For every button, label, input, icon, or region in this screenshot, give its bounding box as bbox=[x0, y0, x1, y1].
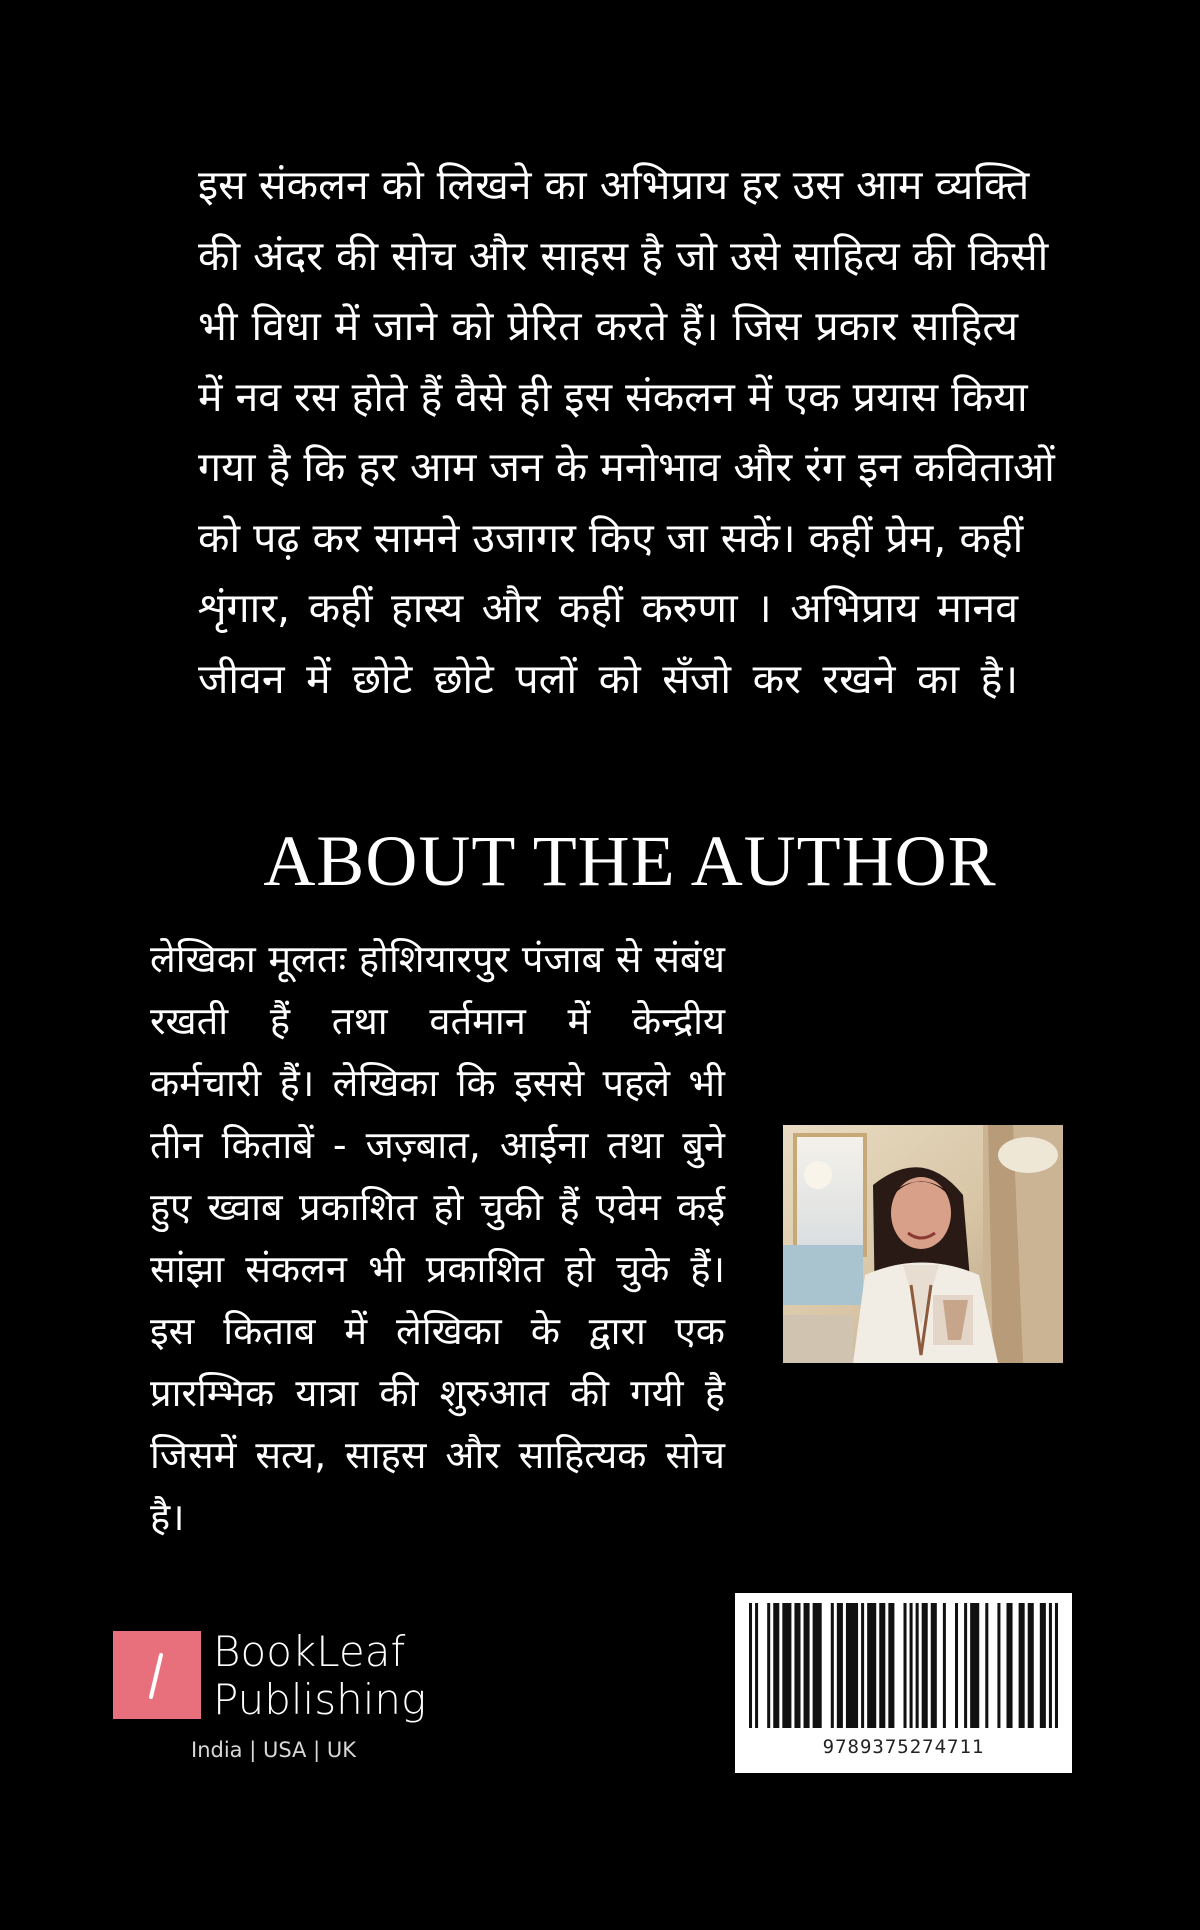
barcode-bar bbox=[985, 1603, 988, 1728]
barcode-bar bbox=[813, 1603, 822, 1728]
barcode-bars bbox=[735, 1593, 1072, 1733]
bio-line: जिसमें सत्य, साहस और साहित्यक सोच bbox=[150, 1433, 725, 1477]
bio-line: है। bbox=[150, 1495, 185, 1539]
publisher-regions: India | USA | UK bbox=[191, 1738, 356, 1762]
bio-line: कर्मचारी हैं। लेखिका कि इससे पहले भी bbox=[150, 1061, 725, 1105]
publisher-name-line2: Publishing bbox=[213, 1675, 427, 1724]
publisher-name-line1: BookLeaf bbox=[213, 1627, 406, 1676]
barcode-bar bbox=[970, 1603, 979, 1728]
about-author-heading: ABOUT THE AUTHOR bbox=[263, 821, 997, 901]
barcode-bar bbox=[867, 1603, 876, 1728]
isbn-barcode bbox=[735, 1593, 1072, 1773]
bookleaf-logo-icon bbox=[113, 1631, 201, 1719]
bio-line: रखती हैं तथा वर्तमान में केन्द्रीय bbox=[150, 999, 725, 1043]
barcode-bar bbox=[1040, 1603, 1046, 1728]
bio-line: तीन किताबें - जज़्बात, आईना तथा बुने bbox=[150, 1123, 725, 1167]
publisher-logo-block bbox=[113, 1628, 473, 1768]
blurb-text bbox=[198, 150, 1055, 714]
isbn-number: 9789375274711 bbox=[822, 1736, 985, 1758]
barcode-bar bbox=[1019, 1603, 1025, 1728]
blurb-line: भी विधा में जाने को प्रेरित करते हैं। जिस प्रकार साहित्य bbox=[198, 302, 1018, 350]
barcode-bar bbox=[861, 1603, 864, 1728]
blurb-line: को पढ़ कर सामने उजागर किए जा सकें। कहीं प्रेम, कहीं bbox=[198, 513, 1024, 562]
barcode-bar bbox=[916, 1603, 919, 1728]
bio-line: इस किताब में लेखिका के द्वारा एक bbox=[150, 1309, 725, 1353]
blurb-line: की अंदर की सोच और साहस है जो उसे साहित्य की किसी bbox=[198, 231, 1049, 280]
blurb-line: गया है कि हर आम जन के मनोभाव और रंग इन कविताओं bbox=[198, 443, 1055, 491]
blurb-line: में नव रस होते हैं वैसे ही इस संकलन में एक प्रयास किया bbox=[198, 372, 1028, 421]
author-photo bbox=[783, 1125, 1063, 1363]
barcode-bar bbox=[879, 1603, 885, 1728]
blurb-line: इस संकलन को लिखने का अभिप्राय हर उस आम व्यक्ति bbox=[198, 161, 1030, 209]
barcode-bar bbox=[773, 1603, 779, 1728]
bio-line: हुए ख्वाब प्रकाशित हो चुकी हैं एवेम कई bbox=[150, 1185, 725, 1229]
barcode-bar bbox=[888, 1603, 894, 1728]
bio-line: सांझा संकलन भी प्रकाशित हो चुके हैं। bbox=[150, 1247, 725, 1291]
barcode-bar bbox=[1055, 1603, 1058, 1728]
bio-line: लेखिका मूलतः होशियारपुर पंजाब से संबंध bbox=[150, 937, 725, 981]
blurb-line: शृंगार, कहीं हास्य और कहीं करुणा । अभिप्राय मानव bbox=[198, 584, 1018, 632]
barcode-bar bbox=[997, 1603, 1000, 1728]
barcode-bar bbox=[749, 1603, 752, 1728]
barcode-bar bbox=[931, 1603, 937, 1728]
barcode-bar bbox=[1028, 1603, 1034, 1728]
barcode-bar bbox=[904, 1603, 907, 1728]
barcode-bar bbox=[1049, 1603, 1052, 1728]
barcode-bar bbox=[767, 1603, 770, 1728]
publisher-name bbox=[213, 1628, 426, 1724]
barcode-bar bbox=[755, 1603, 758, 1728]
barcode-bar bbox=[943, 1603, 946, 1728]
barcode-bar bbox=[831, 1603, 834, 1728]
barcode-bar bbox=[794, 1603, 800, 1728]
author-bio bbox=[150, 928, 725, 1548]
barcode-bar bbox=[964, 1603, 967, 1728]
barcode-bar bbox=[922, 1603, 928, 1728]
bio-line: प्रारम्भिक यात्रा की शुरुआत की गयी है bbox=[150, 1371, 725, 1415]
barcode-bar bbox=[955, 1603, 958, 1728]
barcode-bar bbox=[1007, 1603, 1013, 1728]
barcode-bar bbox=[846, 1603, 858, 1728]
barcode-bar bbox=[910, 1603, 913, 1728]
blurb-line: जीवन में छोटे छोटे पलों को सँजो कर रखने का है। bbox=[198, 654, 1018, 703]
barcode-bar bbox=[804, 1603, 810, 1728]
barcode-bar bbox=[782, 1603, 791, 1728]
barcode-bar bbox=[837, 1603, 843, 1728]
